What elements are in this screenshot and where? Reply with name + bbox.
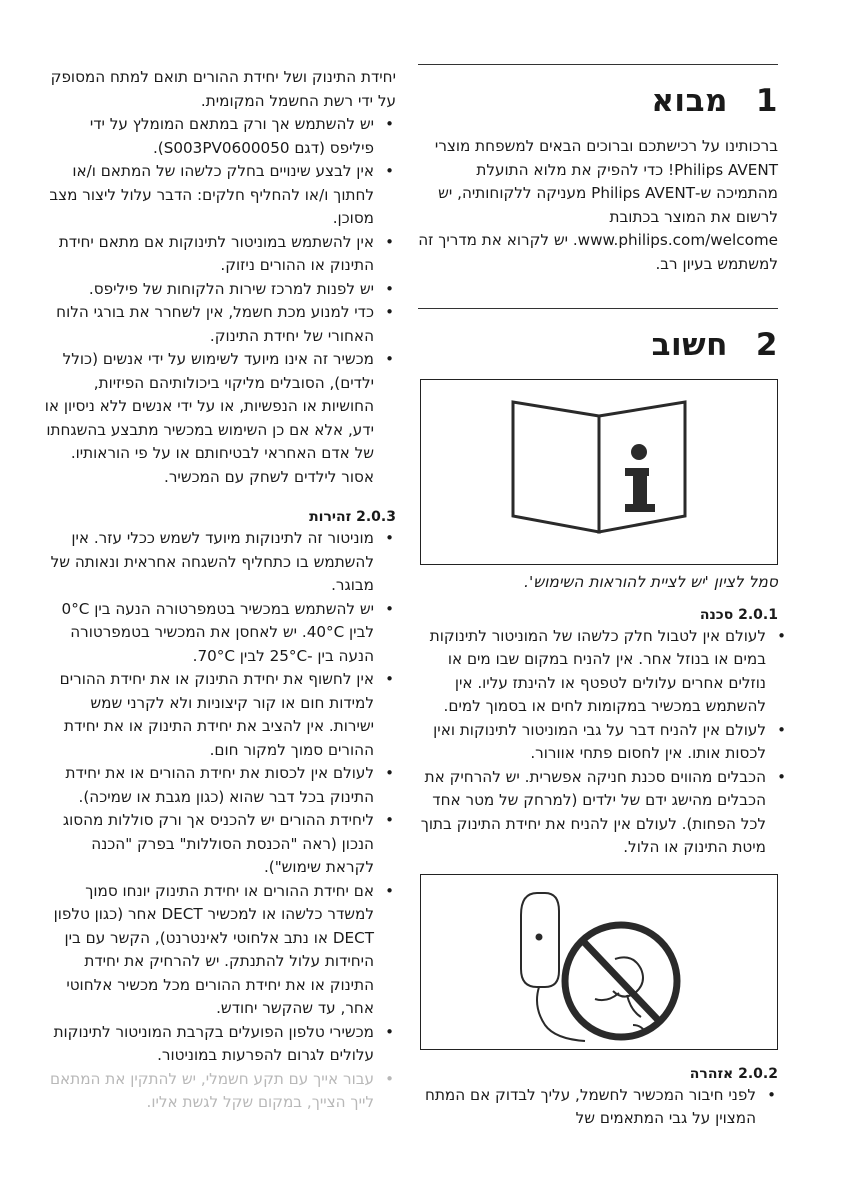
section-2-title: חשוב — [651, 327, 728, 363]
caution-bullet: • מוניטור זה לתינוקות מיועד לשמש ככלי עזר. אין להשתמש בו כתחליף להשגחה אחראית ונאותה של מבוגר. — [50, 529, 394, 594]
danger-bullet: • לעולם אין להניח דבר על גבי המוניטור לתינוקות ואין לכסות אותו. אין לחסום פתחי אוורור. — [433, 720, 786, 762]
intro-paragraph: ברכותינו על רכישתכם וברוכים הבאים למשפחת מוצרי Philips AVENT! כדי להפיק את מלוא התועלת מהתמיכה ש-Philips AVENT מעניקה ללקוחותיה, יש לרשום את המוצר בכתובת www.philips.com/welcome. יש לקרוא את מדריך זה למשתמש בעיון רב. — [418, 137, 778, 273]
warning-bullet: • יש להשתמש אך ורק במתאם המומלץ על ידי פיליפס (דגם S003PV0600050). — [89, 115, 394, 157]
warning-bullet: • אין להשתמש במוניטור לתינוקות אם מתאם יחידת התינוק או ההורים ניזוק. — [58, 232, 394, 274]
left-column — [44, 66, 396, 1115]
section-1-heading — [412, 83, 778, 119]
caution-bullet: • אין לחשוף את יחידת התינוק או את יחידת ההורים למידות חום או קור קיצוניות ולא לקרני שמש ישירות. אין להציב את יחידת התינוק או את יחידת ההורים סמוך למקור חום. — [59, 670, 394, 759]
warning-heading: 2.0.2 אזהרה — [689, 1065, 778, 1082]
section-1-rule — [418, 64, 778, 65]
warning-continuation: יחידת התינוק ושל יחידת ההורים תואם למתח המסופק על ידי רשת החשמל המקומית. — [50, 68, 396, 110]
cord-warning-figure-frame — [420, 874, 778, 1050]
section-1-number: 1 — [755, 83, 778, 119]
caution-bullet-faded: • עבור אייך עם תקע חשמלי, יש להתקין את המתאם לייך הצייך, במקום שקל לגשת אליו. — [49, 1069, 394, 1111]
caution-bullet: • אם יחידת ההורים או יחידת התינוק יונחו סמוך למשדר כלשהו או למכשיר DECT אחר (כגון טלפון DECT או נתב אלחוטי לאינטרנט), הקשר עם בין היחידות עלול להתנתק. יש להרחיק את יחידת התינוק או את יחידת ההורים מכל מכשיר אלחוטי אחר, עד שהקשר יחודש. — [53, 881, 394, 1017]
danger-bullet: • לעולם אין לטבול חלק כלשהו של המוניטור לתינוקות במים או בנוזל אחר. אין להניח במקום שבו מים או נוזלים אחרים עלולים לטפטף או להינתז עליו. אין להשתמש במכשיר במקומות לחים או בסמוך למים. — [429, 626, 786, 715]
section-2-number: 2 — [755, 327, 778, 363]
caution-heading: 2.0.3 זהירות — [309, 509, 396, 525]
info-figure-caption: סמל לציון 'יש לציית להוראות השימוש'. — [524, 573, 778, 591]
section-1-title: מבוא — [651, 83, 728, 119]
info-figure-frame — [420, 379, 778, 565]
caution-bullet: • יש להשתמש במכשיר בטמפרטורה הנעה בין 0°C לבין 40°C. יש לאחסן את המכשיר בטמפרטורה הנעה בין -25°C לבין 70°C. — [61, 599, 394, 665]
caution-bullet: • ליחידת ההורים יש להכניס אך ורק סוללות מהסוג הנכון (ראה "הכנסת הסוללות" בפרק "הכנה לקראת שימוש"). — [62, 811, 394, 876]
right-column — [412, 64, 786, 1131]
danger-heading: 2.0.1 סכנה — [699, 606, 778, 623]
warning-bullet: • לפני חיבור המכשיר לחשמל, עליך לבדוק אם המתח המצוין על גבי המתאמים של — [425, 1085, 776, 1127]
caution-bullet: • מכשירי טלפון הפועלים בקרבת המוניטור לתינוקות עלולים לגרום להפרעות במוניטור. — [53, 1022, 394, 1064]
warning-bullet: • מכשיר זה אינו מיועד לשימוש על ידי אנשים (כולל ילדים), הסובלים מליקוי ביכולותיהם הפיזיות, החושיות או הנפשיות, או על ידי אנשים ללא ניסיון או ידע, אלא אם כן השימוש במכשיר מתבצע בהשגחתו של אדם האחראי לבטיחותם או על פי הוראותיו. אסור לילדים לשחק עם המכשיר. — [44, 350, 394, 486]
section-2-rule — [418, 308, 778, 309]
info-manual-icon — [421, 380, 777, 564]
caution-bullet: • לעולם אין לכסות את יחידת ההורים או את יחידת התינוק בכל דבר שהוא (כגון מגבת או שמיכה). — [65, 764, 394, 806]
warning-bullet: • אין לבצע שינויים בחלק כלשהו של המתאם ו/או לחתוך ו/או להחליף חלקים: הדבר עלול ליצור מצב מסוכן. — [49, 162, 394, 227]
section-2-heading — [412, 327, 778, 363]
warning-bullet: • יש לפנות למרכז שירות הלקוחות של פיליפס. — [88, 279, 394, 298]
no-cord-near-baby-icon — [421, 875, 777, 1049]
warning-bullet: • כדי למנוע מכת חשמל, אין לשחרר את בורגי הלוח האחורי של יחידת התינוק. — [56, 303, 394, 345]
danger-bullet: • הכבלים מהווים סכנת חניקה אפשרית. יש להרחיק את הכבלים מהישג ידם של ילדים (למרחק של מטר אחד לכל הפחות). לעולם אין להניח את יחידת התינוק בתוך מיטת התינוק או הלול. — [420, 767, 786, 856]
